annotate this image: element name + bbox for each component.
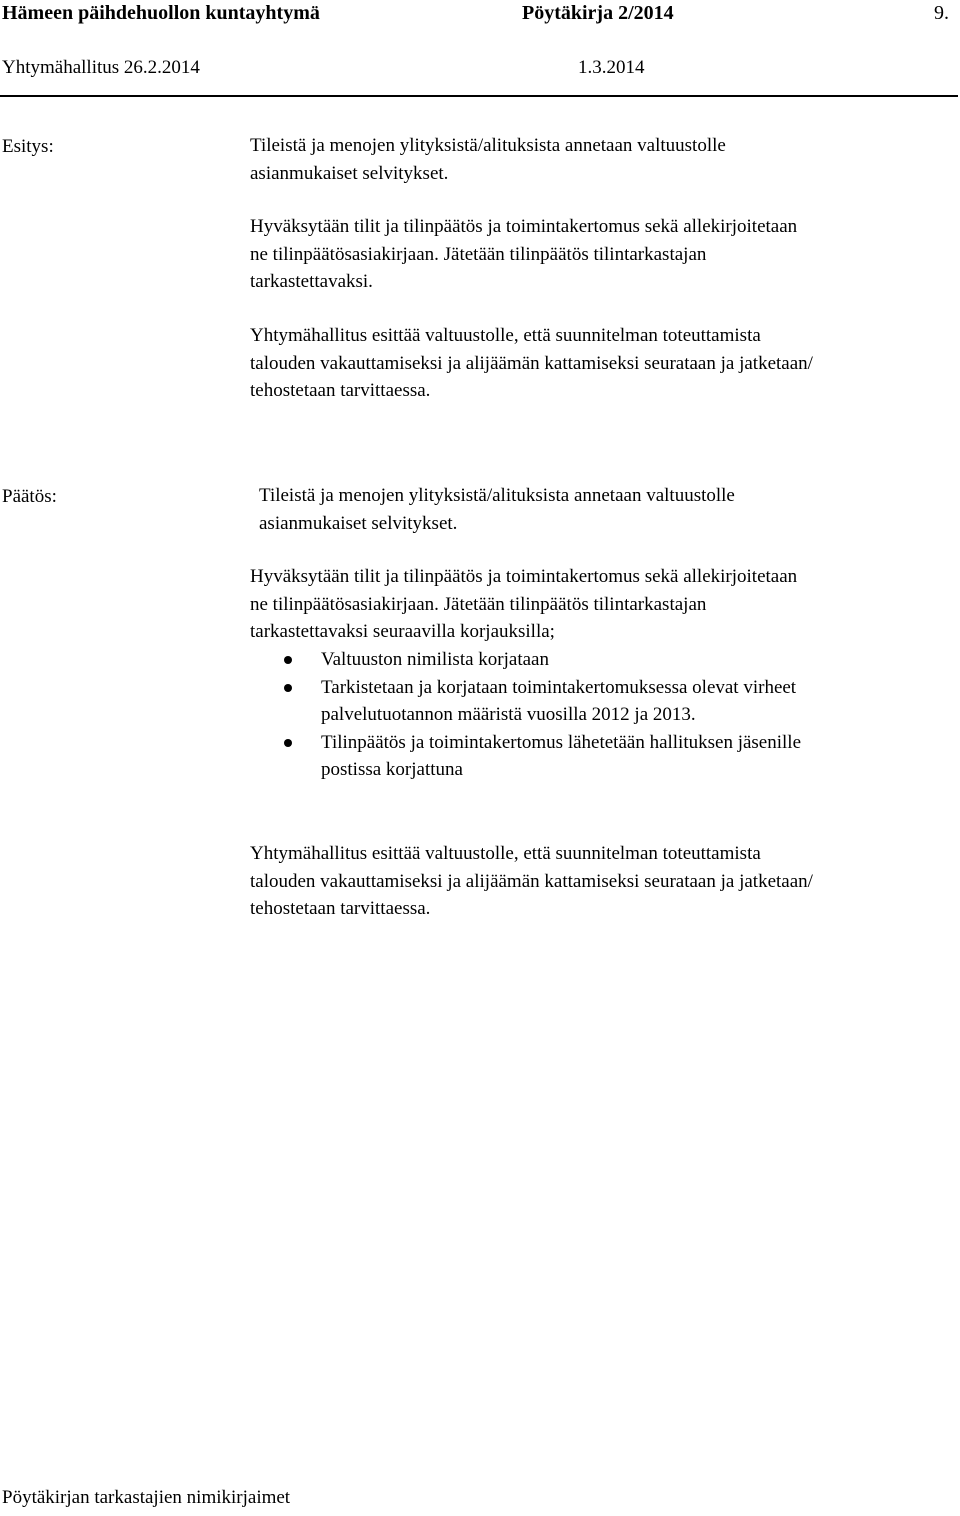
text-line: palvelutuotannon määristä vuosilla 2012 ja 2013. [321, 704, 696, 725]
word: menojen [338, 485, 404, 506]
word: Tileistä [259, 485, 316, 506]
list-item [250, 674, 801, 729]
text-line: talouden vakauttamiseksi ja alijäämän kattamiseksi seurataan ja jatketaan/ [250, 870, 813, 892]
text-line: Valtuuston nimilista korjataan [321, 649, 549, 670]
text-line: asianmukaiset selvitykset. [250, 162, 449, 184]
word: valtuustolle [646, 485, 735, 506]
text-line: tarkastettavaksi. [250, 271, 373, 292]
word: annetaan [573, 485, 642, 506]
justified-line [259, 482, 921, 510]
text-line: talouden vakauttamiseksi ja alijäämän kattamiseksi seurataan ja jatketaan/ [250, 352, 813, 374]
document-title: Pöytäkirja 2/2014 [522, 2, 674, 24]
text-line: asianmukaiset selvitykset. [259, 512, 458, 534]
text-line: Hyväksytään tilit ja tilinpäätös ja toimintakertomus sekä allekirjoitetaan [250, 216, 798, 237]
page-number: 9. [934, 2, 949, 24]
paatos-paragraph-1 [259, 482, 921, 537]
bullet-icon [284, 656, 292, 664]
list-item [250, 729, 801, 784]
meeting-name: Yhtymähallitus 26.2.2014 [2, 57, 200, 78]
esitys-label: Esitys: [2, 136, 54, 157]
text-line: Tileistä ja menojen ylityksistä/alituksista annetaan valtuustolle [250, 135, 726, 156]
footer-initials-label: Pöytäkirjan tarkastajien nimikirjaimet [2, 1487, 291, 1508]
word: ylityksistä/alituksista [408, 485, 570, 506]
word: ja [320, 485, 334, 506]
header-divider [0, 95, 958, 97]
organization-name: Hämeen päihdehuollon kuntayhtymä [2, 2, 320, 24]
text-line: Yhtymähallitus esittää valtuustolle, että suunnitelman toteuttamista [250, 843, 761, 864]
text-line: postissa korjattuna [321, 759, 463, 780]
esitys-paragraph-1 [250, 132, 726, 187]
text-line: Yhtymähallitus esittää valtuustolle, että suunnitelman toteuttamista [250, 325, 761, 346]
paatos-paragraph-3 [250, 840, 813, 923]
list-item [250, 646, 801, 674]
text-line: Tarkistetaan ja korjataan toimintakertomuksessa olevat virheet [321, 676, 797, 698]
text-line: tarkastettavaksi seuraavilla korjauksilla; [250, 621, 555, 642]
bullet-icon [284, 739, 292, 747]
paatos-label: Päätös: [2, 486, 57, 507]
text-line: ne tilinpäätösasiakirjaan. Jätetään tilinpäätös tilintarkastajan [250, 243, 707, 265]
bullet-icon [284, 684, 292, 692]
text-line: Tilinpäätös ja toimintakertomus lähetetään hallituksen jäsenille [321, 731, 802, 753]
text-line: ne tilinpäätösasiakirjaan. Jätetään tilinpäätös tilintarkastajan [250, 593, 707, 615]
document-date: 1.3.2014 [578, 57, 645, 78]
paatos-paragraph-2 [250, 563, 797, 646]
text-line: tehostetaan tarvittaessa. [250, 898, 431, 919]
esitys-paragraph-2 [250, 213, 797, 296]
text-line: tehostetaan tarvittaessa. [250, 380, 431, 401]
text-line: Hyväksytään tilit ja tilinpäätös ja toimintakertomus sekä allekirjoitetaan [250, 566, 798, 587]
correction-list [250, 646, 801, 784]
esitys-paragraph-3 [250, 322, 813, 405]
